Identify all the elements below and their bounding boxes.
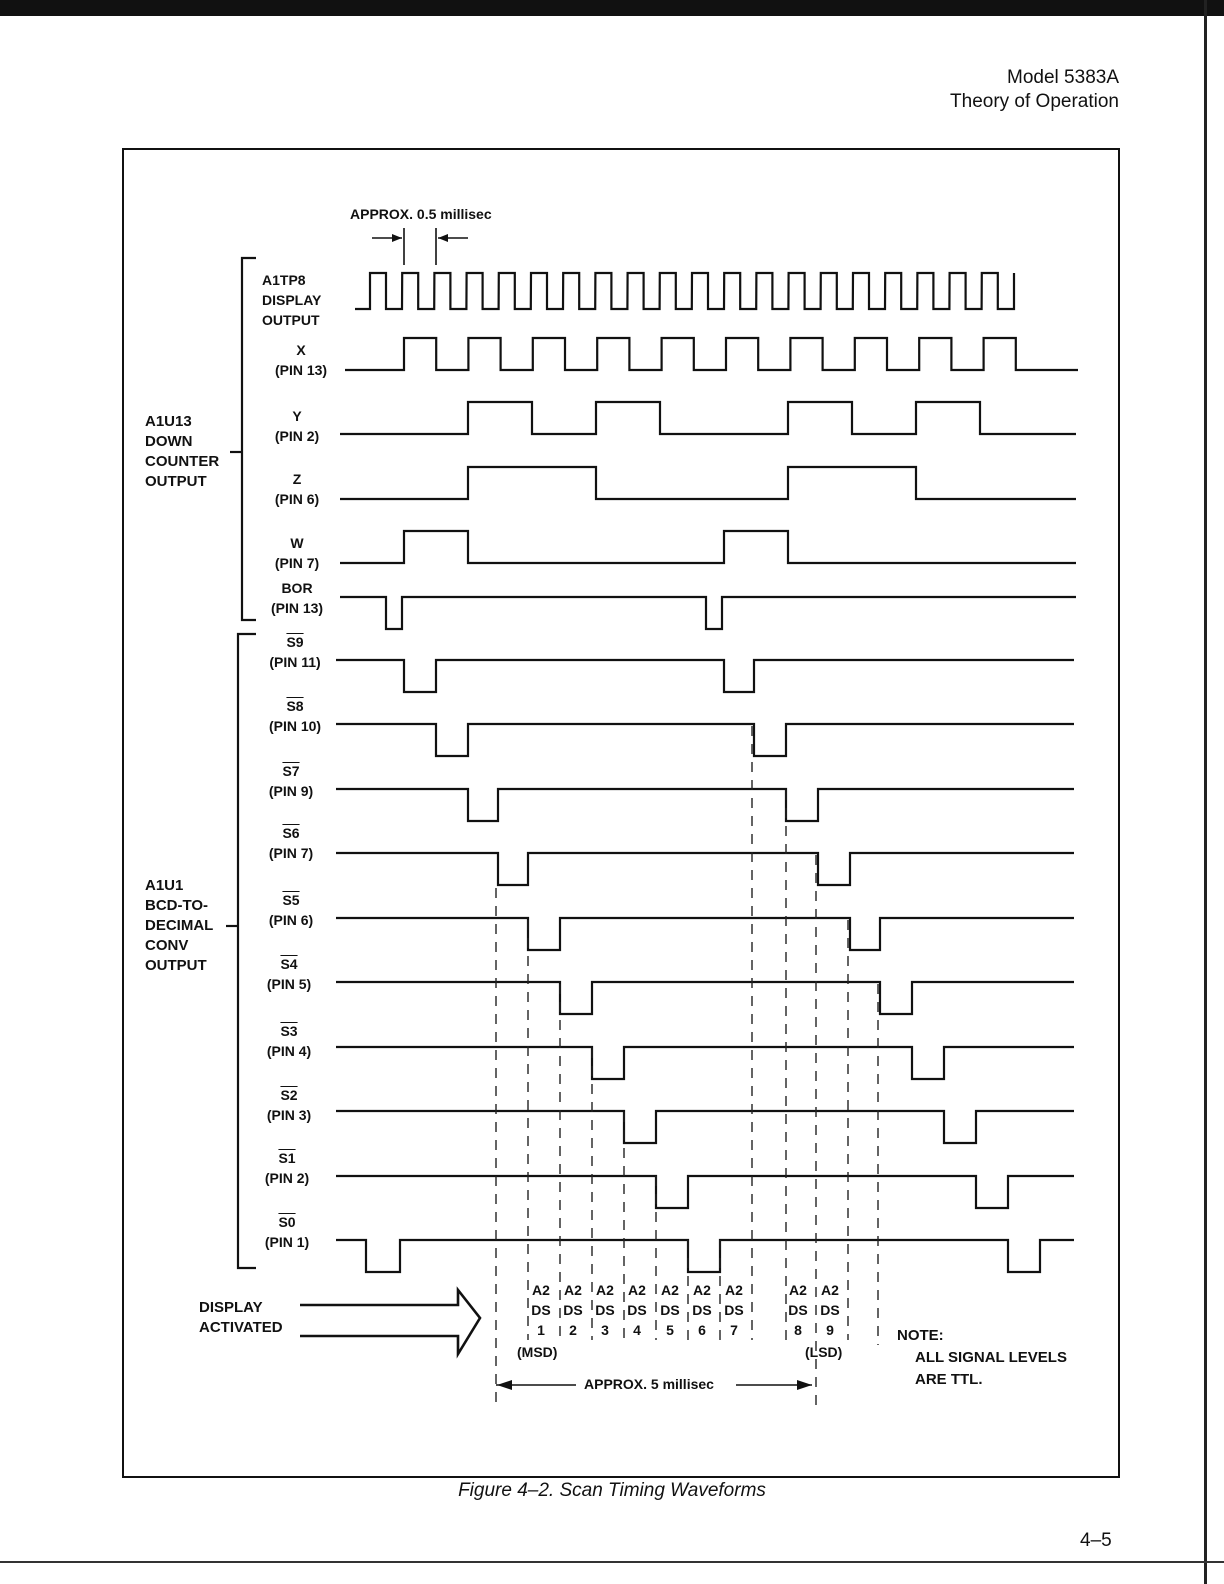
signal-label-x <box>256 340 346 380</box>
signal-label-line: (PIN 13) <box>270 600 324 616</box>
s2-waveform <box>336 1111 1074 1143</box>
approx-half-ms-label: APPROX. 0.5 millisec <box>350 206 492 222</box>
x-waveform <box>345 338 1078 370</box>
note-title: NOTE: <box>897 1327 944 1344</box>
signal-label-line: S3 <box>280 1023 298 1039</box>
signal-label-line: S1 <box>278 1150 296 1166</box>
signal-label-line: (PIN 4) <box>266 1043 312 1059</box>
msd-label: (MSD) <box>517 1344 558 1360</box>
s9-waveform <box>336 660 1074 692</box>
signal-label-line: A1TP8 <box>262 272 306 288</box>
counter-group-line: OUTPUT <box>145 473 207 490</box>
digit-number: 2 <box>569 1322 577 1338</box>
digit-ds: DS <box>660 1302 680 1318</box>
decoder-group-line: CONV <box>145 937 189 954</box>
signal-label-line: (PIN 9) <box>268 783 314 799</box>
digit-number: 5 <box>666 1322 674 1338</box>
signal-label-line: X <box>296 342 306 358</box>
digit-ds: DS <box>692 1302 712 1318</box>
bor-waveform <box>340 597 1076 629</box>
signal-label-line: S2 <box>280 1087 298 1103</box>
signal-label-line: Z <box>292 471 302 487</box>
digit-ds: DS <box>820 1302 840 1318</box>
arrowhead <box>797 1380 812 1390</box>
digit-number: 7 <box>730 1322 738 1338</box>
signal-label-a1tp8 <box>262 270 342 330</box>
s8-waveform <box>336 724 1074 756</box>
signal-label-line: S4 <box>280 956 298 972</box>
digit-number: 9 <box>826 1322 834 1338</box>
digit-ds: DS <box>595 1302 615 1318</box>
digit-ds: DS <box>627 1302 647 1318</box>
digit-label-6 <box>688 1280 716 1340</box>
digit-number: 1 <box>537 1322 545 1338</box>
signal-label-line: BOR <box>281 580 313 596</box>
signal-label-s6 <box>246 823 336 863</box>
decoder-group-line: BCD-TO- <box>145 897 209 914</box>
s0-waveform <box>336 1240 1074 1272</box>
signal-label-line: (PIN 6) <box>274 491 320 507</box>
display-activated-line: ACTIVATED <box>199 1319 283 1336</box>
signal-label-bor <box>252 578 342 618</box>
digit-label-7 <box>720 1280 748 1340</box>
s6-waveform <box>336 853 1074 885</box>
signal-label-line: (PIN 7) <box>268 845 314 861</box>
display-activated-label <box>199 1298 283 1338</box>
digit-a2: A2 <box>532 1282 550 1298</box>
signal-label-z <box>252 469 342 509</box>
digit-label-5 <box>656 1280 684 1340</box>
header-model: Model 5383A <box>1007 67 1119 88</box>
note-line: ALL SIGNAL LEVELS <box>915 1349 1067 1366</box>
signal-label-line: (PIN 1) <box>264 1234 310 1250</box>
digit-number: 8 <box>794 1322 802 1338</box>
s1-waveform <box>336 1176 1074 1208</box>
digit-label-3 <box>591 1280 619 1340</box>
display-activated-arrow <box>300 1290 480 1354</box>
signal-label-line: S5 <box>282 892 300 908</box>
digit-number: 6 <box>698 1322 706 1338</box>
decoder-group-line: OUTPUT <box>145 957 207 974</box>
digit-label-8 <box>784 1280 812 1340</box>
page-number: 4–5 <box>1080 1530 1112 1551</box>
signal-label-line: S9 <box>286 634 304 650</box>
signal-label-line: S8 <box>286 698 304 714</box>
s7-waveform <box>336 789 1074 821</box>
signal-label-s8 <box>250 696 340 736</box>
display-activated-line: DISPLAY <box>199 1299 263 1316</box>
signal-label-s3 <box>244 1021 334 1061</box>
signal-label-line: (PIN 2) <box>264 1170 310 1186</box>
digit-label-9 <box>816 1280 844 1340</box>
digit-a2: A2 <box>661 1282 679 1298</box>
approx-5ms-label: APPROX. 5 millisec <box>584 1376 714 1392</box>
signal-label-line: (PIN 5) <box>266 976 312 992</box>
signal-label-s0 <box>242 1212 332 1252</box>
digit-ds: DS <box>563 1302 583 1318</box>
arrowhead <box>438 234 448 242</box>
w-waveform <box>340 531 1076 563</box>
signal-label-s1 <box>242 1148 332 1188</box>
digit-a2: A2 <box>821 1282 839 1298</box>
arrowhead <box>392 234 402 242</box>
digit-label-1 <box>527 1280 555 1340</box>
digit-ds: DS <box>724 1302 744 1318</box>
signal-label-line: DISPLAY <box>262 292 322 308</box>
signal-label-line: (PIN 10) <box>268 718 322 734</box>
signal-label-line: Y <box>292 408 302 424</box>
counter-group-line: A1U13 <box>145 413 192 430</box>
figure-caption: Figure 4–2. Scan Timing Waveforms <box>458 1480 766 1501</box>
signal-label-line: S0 <box>278 1214 296 1230</box>
z-waveform <box>340 467 1076 499</box>
s5-waveform <box>336 918 1074 950</box>
clock-waveform <box>355 273 1014 309</box>
note <box>897 1325 1067 1391</box>
signal-label-y <box>252 406 342 446</box>
digit-ds: DS <box>788 1302 808 1318</box>
decoder-group-label <box>145 876 213 976</box>
digit-a2: A2 <box>564 1282 582 1298</box>
signal-label-line: S6 <box>282 825 300 841</box>
lsd-label: (LSD) <box>805 1344 843 1360</box>
signal-label-s7 <box>246 761 336 801</box>
digit-a2: A2 <box>628 1282 646 1298</box>
decoder-group-line: A1U1 <box>145 877 184 894</box>
counter-group-line: DOWN <box>145 433 193 450</box>
signal-label-s5 <box>246 890 336 930</box>
signal-label-s4 <box>244 954 334 994</box>
signal-label-line: (PIN 11) <box>269 654 321 670</box>
arrowhead <box>497 1380 512 1390</box>
signal-label-line: (PIN 13) <box>274 362 328 378</box>
digit-a2: A2 <box>693 1282 711 1298</box>
digit-a2: A2 <box>789 1282 807 1298</box>
decoder-group-line: DECIMAL <box>145 917 214 934</box>
digit-label-2 <box>559 1280 587 1340</box>
signal-label-w <box>252 533 342 573</box>
signal-label-s9 <box>250 632 340 672</box>
signal-label-line: S7 <box>282 763 300 779</box>
counter-group-label <box>145 412 219 492</box>
digit-a2: A2 <box>596 1282 614 1298</box>
signal-label-line: (PIN 2) <box>274 428 320 444</box>
signal-label-line: W <box>290 535 304 551</box>
note-line: ARE TTL. <box>915 1371 983 1388</box>
signal-label-line: (PIN 6) <box>268 912 314 928</box>
digit-number: 3 <box>601 1322 609 1338</box>
s4-waveform <box>336 982 1074 1014</box>
digit-a2: A2 <box>725 1282 743 1298</box>
y-waveform <box>340 402 1076 434</box>
counter-group-line: COUNTER <box>145 453 220 470</box>
signal-label-line: OUTPUT <box>262 312 320 328</box>
header-section: Theory of Operation <box>950 91 1119 112</box>
s3-waveform <box>336 1047 1074 1079</box>
digit-label-4 <box>623 1280 651 1340</box>
digit-ds: DS <box>531 1302 551 1318</box>
signal-label-line: (PIN 7) <box>274 555 320 571</box>
digit-number: 4 <box>633 1322 641 1338</box>
signal-label-s2 <box>244 1085 334 1125</box>
signal-label-line: (PIN 3) <box>266 1107 312 1123</box>
